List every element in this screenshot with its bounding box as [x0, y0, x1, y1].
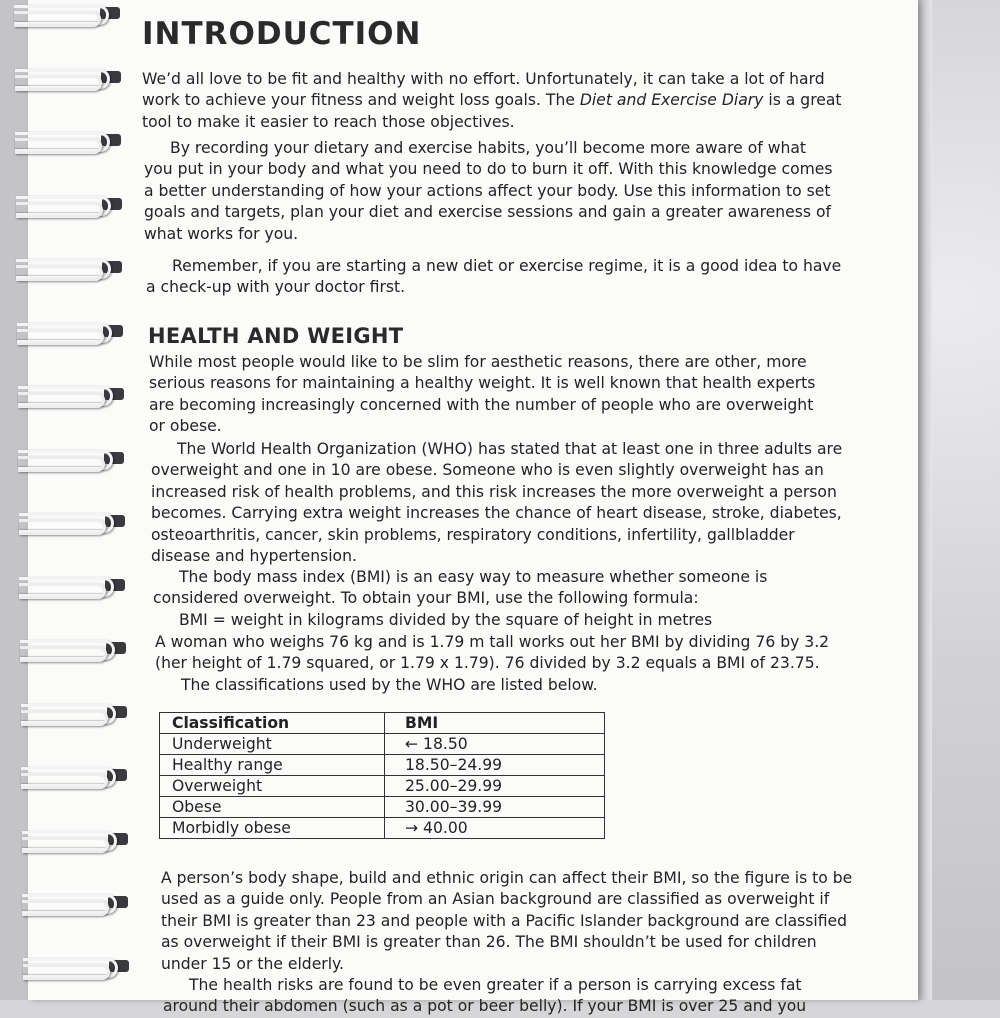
bmi-example [155, 632, 829, 696]
table-row [160, 734, 605, 755]
classification-cell: Healthy range [160, 755, 385, 776]
text-line: The World Health Organization (WHO) has stated that at least one in three adults are [177, 440, 843, 458]
text-line: their BMI is greater than 23 and people with a Pacific Islander background are classified [161, 911, 848, 930]
spiral-coil [22, 829, 130, 849]
spiral-coil [16, 194, 124, 214]
spiral-binding [0, 0, 130, 1000]
spiral-coil [17, 321, 125, 341]
health-paragraph-2 [151, 439, 842, 567]
table-row [160, 755, 605, 776]
text-line: disease and hypertension. [151, 547, 357, 566]
bmi-cell: ← 18.50 [385, 734, 605, 755]
spiral-coil [18, 384, 126, 404]
spiral-coil [15, 67, 123, 87]
text-line: what works for you. [144, 224, 299, 243]
page-edge [918, 0, 932, 1000]
text-line: (her height of 1.79 squared, or 1.79 x 1.79). 76 divided by 3.2 equals a BMI of 23.75. [155, 654, 820, 673]
spiral-coil [15, 130, 123, 150]
text-line: goals and targets, plan your diet and exercise sessions and gain a greater awareness of [144, 203, 831, 222]
text-line: serious reasons for maintaining a healthy weight. It is well known that health experts [149, 374, 816, 393]
health-paragraph-1 [149, 352, 815, 438]
spiral-coil [22, 892, 130, 912]
bmi-formula: BMI = weight in kilograms divided by the square of height in metres [179, 610, 713, 629]
spiral-coil [21, 702, 129, 722]
text-line: The health risks are found to be even greater if a person is carrying excess fat [189, 976, 802, 994]
spiral-coil [14, 3, 122, 23]
intro-paragraph-1 [142, 69, 842, 133]
health-paragraph-3 [153, 567, 767, 631]
text-line: or obese. [149, 417, 222, 436]
section-title: HEALTH AND WEIGHT [148, 324, 404, 348]
text-line: as overweight if their BMI is greater than 26. The BMI shouldn’t be used for children [161, 933, 817, 952]
text-line: The classifications used by the WHO are listed below. [181, 675, 598, 694]
column-header-classification: Classification [160, 713, 385, 734]
column-header-bmi: BMI [385, 713, 605, 734]
text-line: We’d all love to be fit and healthy with no effort. Unfortunately, it can take a lot of hard [142, 70, 825, 88]
notebook-page [28, 0, 918, 1016]
bmi-cell: 30.00–39.99 [385, 797, 605, 818]
text-line: The body mass index (BMI) is an easy way to measure whether someone is [179, 568, 768, 586]
text-line: you put in your body and what you need to do to burn it off. With this knowledge comes [144, 160, 833, 179]
text-line: are becoming increasingly concerned with the number of people who are overweight [149, 395, 814, 414]
table-row [160, 776, 605, 797]
spiral-coil [21, 765, 129, 785]
text-line: increased risk of health problems, and this risk increases the more overweight a person [151, 482, 837, 501]
intro-paragraph-2 [144, 138, 833, 245]
text-line: a check-up with your doctor first. [146, 278, 406, 297]
spiral-coil [19, 575, 127, 595]
classification-cell: Morbidly obese [160, 818, 385, 839]
spiral-coil [23, 956, 131, 976]
text-line: around their abdomen (such as a pot or beer belly). If your BMI is over 25 and you [163, 997, 807, 1016]
text-line: tool to make it easier to reach those objectives. [142, 112, 515, 131]
text-line: A woman who weighs 76 kg and is 1.79 m tall works out her BMI by dividing 76 by 3.2 [155, 633, 830, 651]
text-line: a better understanding of how your actions affect your body. Use this information to set [144, 181, 831, 200]
text-line [142, 90, 842, 111]
bmi-cell: 18.50–24.99 [385, 755, 605, 776]
table-row [160, 818, 605, 839]
text-line: While most people would like to be slim for aesthetic reasons, there are other, more [149, 353, 807, 371]
text-line: used as a guide only. People from an Asian background are classified as overweight if [161, 890, 830, 909]
book-title: Diet and Exercise Diary [579, 91, 764, 110]
text-line: under 15 or the elderly. [161, 954, 345, 973]
text-line: becomes. Carrying extra weight increases the chance of heart disease, stroke, diabetes, [151, 504, 842, 523]
text-line: By recording your dietary and exercise habits, you’ll become more aware of what [170, 139, 807, 157]
spiral-coil [16, 257, 124, 277]
classification-cell: Underweight [160, 734, 385, 755]
text-span: is a great [763, 91, 842, 110]
text-line: osteoarthritis, cancer, skin problems, respiratory conditions, infertility, gallbladder [151, 525, 795, 544]
health-risk-paragraph [163, 975, 806, 1018]
text-line: A person’s body shape, build and ethnic origin can affect their BMI, so the figure is to be [161, 869, 853, 887]
classification-cell: Overweight [160, 776, 385, 797]
bmi-classification-table [159, 712, 605, 839]
spiral-coil [20, 638, 128, 658]
page-content [28, 0, 918, 1016]
page-title: INTRODUCTION [142, 16, 422, 52]
bmi-notes-paragraph [161, 868, 852, 975]
text-span: work to achieve your fitness and weight loss goals. The [142, 91, 580, 110]
classification-cell: Obese [160, 797, 385, 818]
intro-paragraph-3 [146, 256, 841, 299]
table-row [160, 797, 605, 818]
spiral-coil [18, 448, 126, 468]
spiral-coil [19, 511, 127, 531]
bmi-cell: → 40.00 [385, 818, 605, 839]
text-line: Remember, if you are starting a new diet or exercise regime, it is a good idea to have [172, 257, 842, 275]
text-line: overweight and one in 10 are obese. Someone who is even slightly overweight has an [151, 461, 824, 480]
text-line: considered overweight. To obtain your BMI, use the following formula: [153, 589, 699, 608]
table-header-row [160, 713, 605, 734]
bmi-cell: 25.00–29.99 [385, 776, 605, 797]
